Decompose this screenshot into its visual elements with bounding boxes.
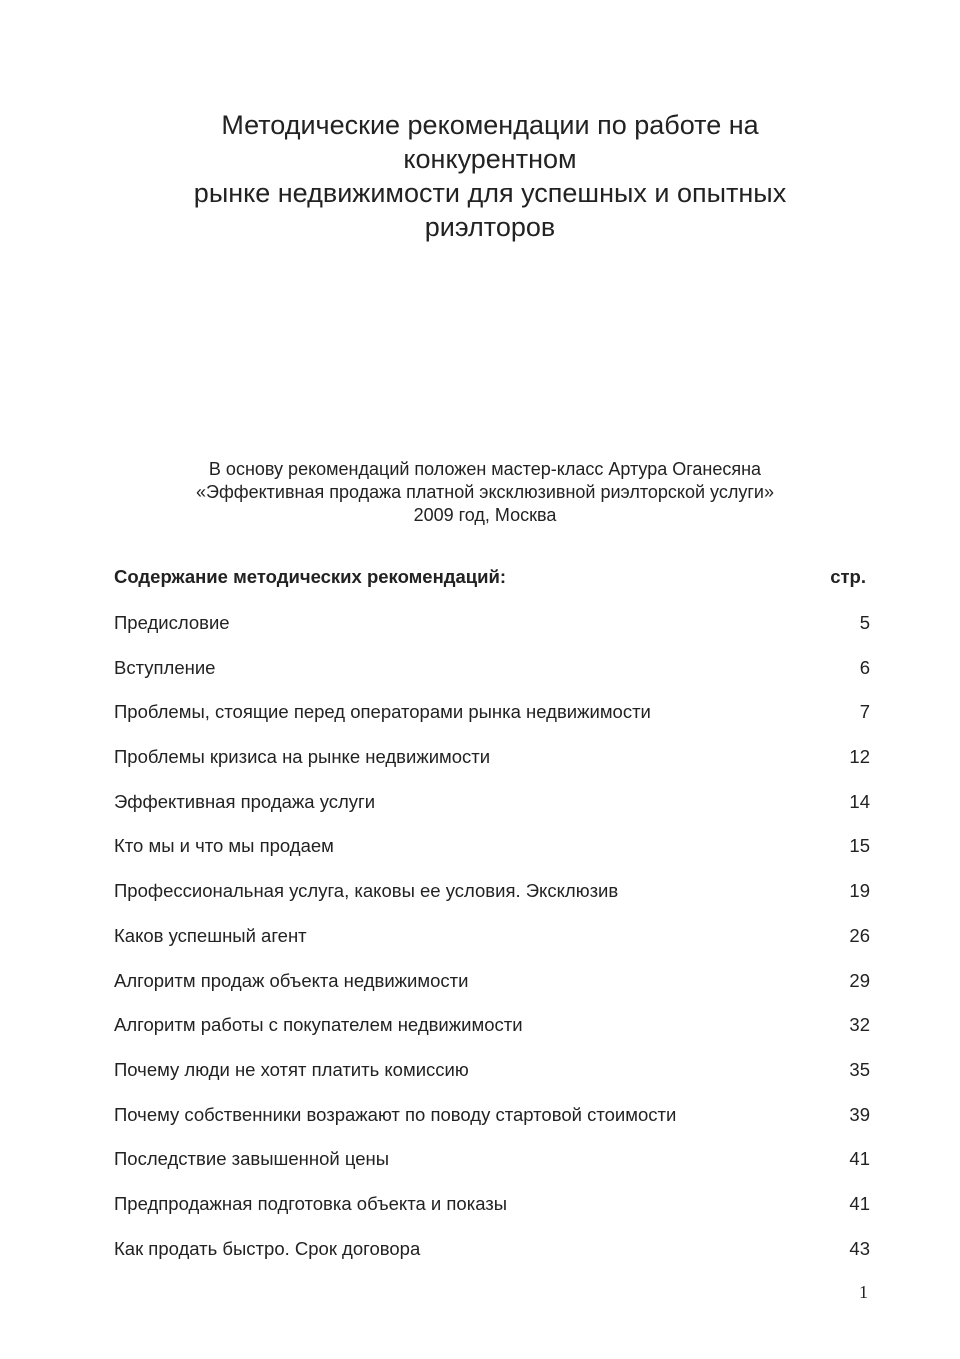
toc-entry-page: 39 — [849, 1103, 870, 1125]
document-title — [120, 108, 860, 244]
toc-entry-page: 29 — [849, 969, 870, 991]
title-line: Методические рекомендации по работе на — [221, 110, 759, 141]
toc-entry-title: Проблемы, стоящие перед операторами рынка недвижимости — [114, 701, 651, 723]
toc-entry — [114, 1059, 870, 1104]
toc-entry-page: 26 — [849, 924, 870, 946]
toc-entry-page: 19 — [849, 880, 870, 902]
toc-entry-title: Как продать быстро. Срок договора — [114, 1237, 421, 1259]
title-line: конкурентном — [403, 144, 577, 175]
toc-entry — [114, 791, 870, 836]
table-of-contents — [114, 566, 870, 1282]
toc-entry-title: Алгоритм продаж объекта недвижимости — [114, 969, 469, 991]
toc-entry-page: 5 — [859, 612, 870, 633]
toc-items — [114, 612, 870, 1282]
basis-note — [100, 458, 870, 527]
toc-entry — [114, 1238, 870, 1283]
toc-entry-title: Предисловие — [114, 612, 230, 633]
toc-entry-title: Вступление — [114, 656, 216, 678]
toc-entry — [114, 970, 870, 1015]
toc-entry-page: 6 — [859, 656, 870, 678]
toc-entry — [114, 835, 870, 880]
toc-entry-title: Эффективная продажа услуги — [114, 790, 376, 812]
toc-entry-title: Профессиональная услуга, каковы ее условия. Эксклюзив — [114, 880, 619, 902]
title-line: рынке недвижимости для успешных и опытных — [193, 178, 787, 209]
toc-entry-page: 35 — [849, 1058, 870, 1080]
basis-line: 2009 год, Москва — [413, 505, 557, 525]
toc-entry-title: Последствие завышенной цены — [114, 1148, 390, 1170]
toc-entry — [114, 880, 870, 925]
toc-entry-page: 41 — [849, 1148, 870, 1170]
toc-entry — [114, 925, 870, 970]
toc-entry-page: 41 — [849, 1192, 870, 1214]
page-number: 1 — [859, 1282, 868, 1302]
toc-entry — [114, 1104, 870, 1149]
toc-entry-page: 43 — [849, 1237, 870, 1259]
title-line: риэлторов — [424, 212, 556, 243]
toc-entry-page: 15 — [849, 835, 870, 857]
toc-entry-page: 32 — [849, 1014, 870, 1036]
toc-entry-page: 7 — [859, 701, 870, 723]
toc-entry — [114, 1014, 870, 1059]
toc-entry — [114, 746, 870, 791]
basis-line: «Эффективная продажа платной эксклюзивной риэлторской услуги» — [196, 482, 774, 502]
toc-entry — [114, 612, 870, 657]
basis-line: В основу рекомендаций положен мастер-класс Артура Оганесяна — [208, 459, 762, 479]
toc-entry-title: Алгоритм работы с покупателем недвижимости — [114, 1014, 523, 1036]
toc-entry-title: Почему собственники возражают по поводу стартовой стоимости — [114, 1103, 677, 1125]
toc-entry — [114, 657, 870, 702]
toc-heading: Содержание методических рекомендаций: — [114, 566, 507, 587]
toc-entry — [114, 701, 870, 746]
toc-entry-title: Проблемы кризиса на рынке недвижимости — [114, 746, 491, 768]
toc-entry-title: Предпродажная подготовка объекта и показы — [114, 1192, 508, 1214]
toc-entry-page: 14 — [849, 790, 870, 812]
toc-entry — [114, 1193, 870, 1238]
toc-entry-page: 12 — [849, 746, 870, 768]
toc-header — [114, 566, 870, 612]
toc-entry-title: Почему люди не хотят платить комиссию — [114, 1058, 469, 1080]
toc-entry-title: Кто мы и что мы продаем — [114, 835, 334, 857]
toc-page-label: стр. — [830, 566, 866, 587]
toc-entry — [114, 1148, 870, 1193]
toc-entry-title: Каков успешный агент — [114, 924, 307, 946]
